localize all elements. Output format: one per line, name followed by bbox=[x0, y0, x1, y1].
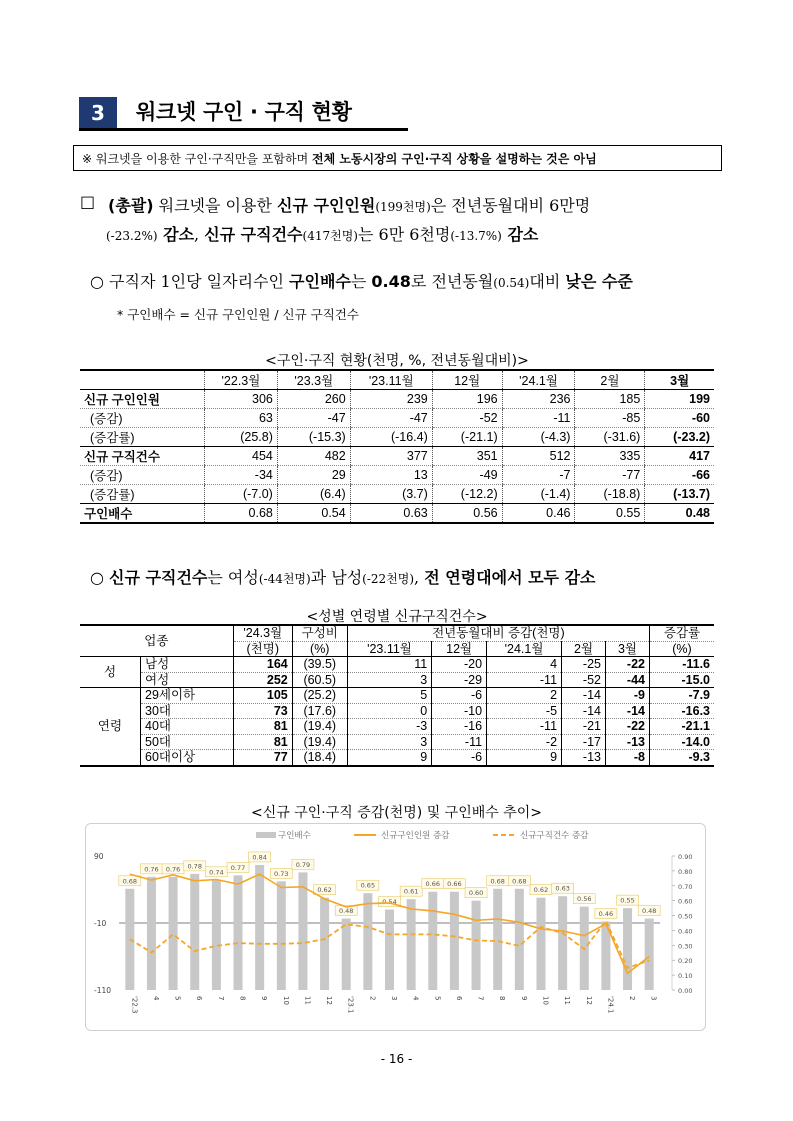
x-tick-label: 9 bbox=[260, 996, 269, 1001]
t2-header-yoy: 전년동월대비 증감(천명) bbox=[347, 625, 649, 641]
x-tick-label: 6 bbox=[454, 996, 463, 1001]
t1-cell: 0.63 bbox=[350, 504, 432, 524]
t1-cell: 199 bbox=[645, 390, 714, 409]
x-tick-label: 3 bbox=[649, 996, 658, 1001]
x-tick-label: 10 bbox=[541, 996, 550, 1005]
text-run: ○ bbox=[90, 568, 110, 587]
data-label: 0.84 bbox=[252, 853, 267, 862]
t2-row-label: 29세이하 bbox=[141, 688, 234, 704]
table-row bbox=[80, 485, 714, 504]
text-run: 신규 구직건수 bbox=[109, 568, 208, 587]
bar bbox=[407, 899, 416, 990]
table-row bbox=[80, 672, 714, 688]
t1-cell: 239 bbox=[350, 390, 432, 409]
t2-cell: (25.2) bbox=[292, 688, 347, 704]
t2-subheader: 3월 bbox=[606, 641, 650, 657]
t2-cell: -15.0 bbox=[650, 672, 715, 688]
text-run: ○ 구직자 1인당 일자리수인 bbox=[90, 272, 290, 291]
x-tick-label: 7 bbox=[216, 996, 225, 1001]
right-axis-tick: 0.10 bbox=[678, 972, 693, 981]
t1-cell: 351 bbox=[432, 447, 502, 466]
text-run: (0.54) bbox=[493, 276, 530, 290]
t2-cell: -3 bbox=[347, 719, 431, 735]
scope-note bbox=[73, 145, 722, 171]
bar bbox=[515, 889, 524, 990]
t1-cell: -85 bbox=[575, 409, 645, 428]
bar bbox=[212, 880, 221, 990]
t1-cell: 260 bbox=[277, 390, 350, 409]
t1-cell: -60 bbox=[645, 409, 714, 428]
text-run: (199천명) bbox=[375, 200, 431, 214]
t1-cell: 13 bbox=[350, 466, 432, 485]
t2-cell: -14 bbox=[562, 688, 606, 704]
table-row bbox=[80, 734, 714, 750]
t1-cell: 0.56 bbox=[432, 504, 502, 524]
text-run: 은 전년동월대비 6만명 bbox=[430, 196, 591, 215]
scope-note-normal: ※ 워크넷을 이용한 구인·구직만을 포함하며 bbox=[82, 152, 313, 166]
t1-header-cell: 2월 bbox=[575, 370, 645, 390]
table-row bbox=[80, 390, 714, 409]
x-tick-label: '23.1 bbox=[346, 996, 355, 1014]
x-tick-label: 12 bbox=[325, 996, 334, 1005]
bar bbox=[298, 872, 307, 990]
t2-cell: -7.9 bbox=[650, 688, 715, 704]
t1-row-label: 신규 구직건수 bbox=[80, 447, 205, 466]
table1-caption: <구인·구직 현황(천명, %, 전년동월대비)> bbox=[265, 353, 529, 369]
data-label: 0.60 bbox=[468, 889, 484, 898]
t2-cell: (60.5) bbox=[292, 672, 347, 688]
legend-label: 신규구인인원 증감 bbox=[381, 831, 450, 841]
bar bbox=[558, 896, 567, 990]
chart-title: <신규 구인·구직 증감(천명) 및 구인배수 추이> bbox=[251, 805, 542, 821]
text-run: 대비 bbox=[529, 272, 566, 291]
t1-cell: 185 bbox=[575, 390, 645, 409]
t1-row-label: 구인배수 bbox=[80, 504, 205, 524]
text-run: 신규 구인인원 bbox=[277, 196, 376, 215]
data-label: 0.68 bbox=[122, 877, 138, 886]
table-row bbox=[80, 719, 714, 735]
legend-label: 신규구직건수 증감 bbox=[520, 831, 589, 841]
text-run: (-44천명) bbox=[258, 572, 311, 586]
t2-cell: 0 bbox=[347, 703, 431, 719]
summary-line-2 bbox=[106, 222, 538, 245]
bar bbox=[450, 892, 459, 990]
bar bbox=[190, 874, 199, 990]
summary-line-1 bbox=[108, 193, 590, 216]
x-tick-label: 4 bbox=[151, 996, 160, 1001]
bar bbox=[320, 898, 329, 990]
data-label: 0.76 bbox=[165, 865, 181, 874]
t1-cell: 377 bbox=[350, 447, 432, 466]
t2-cell: -9 bbox=[606, 688, 650, 704]
t1-cell: -49 bbox=[432, 466, 502, 485]
t2-cell: -5 bbox=[487, 703, 562, 719]
t2-cell: -29 bbox=[432, 672, 487, 688]
text-run: (-13.7%) bbox=[450, 229, 502, 243]
x-tick-label: '24.1 bbox=[606, 996, 615, 1014]
text-run: 워크넷을 이용한 bbox=[153, 196, 277, 215]
data-label: 0.62 bbox=[317, 886, 332, 895]
data-label: 0.55 bbox=[620, 896, 635, 905]
table-row bbox=[80, 504, 714, 524]
t2-cell: 81 bbox=[233, 719, 292, 735]
t2-cell: -8 bbox=[606, 750, 650, 766]
text-run: 0.48 bbox=[371, 272, 411, 291]
x-tick-label: 8 bbox=[498, 996, 507, 1001]
t2-cell: -2 bbox=[487, 734, 562, 750]
scope-note-bold: 전체 노동시장의 구인·구직 상황을 설명하는 것은 아님 bbox=[312, 152, 597, 166]
x-tick-label: 9 bbox=[519, 996, 528, 1001]
data-label: 0.56 bbox=[577, 895, 592, 904]
data-label: 0.66 bbox=[447, 880, 462, 889]
t2-cell: -52 bbox=[562, 672, 606, 688]
t1-cell: -47 bbox=[277, 409, 350, 428]
t2-cell: -10 bbox=[432, 703, 487, 719]
t1-row-label: (증감) bbox=[80, 409, 205, 428]
t1-row-label: (증감) bbox=[80, 466, 205, 485]
x-tick-label: 11 bbox=[303, 996, 312, 1005]
right-axis-tick: 0.50 bbox=[678, 912, 693, 921]
trend-chart bbox=[86, 824, 705, 1030]
section-title: 워크넷 구인 · 구직 현황 bbox=[136, 100, 352, 124]
t2-row-label: 여성 bbox=[141, 672, 234, 688]
text-run: (417천명) bbox=[302, 229, 358, 243]
t2-cell: -11 bbox=[487, 672, 562, 688]
right-axis-tick: 0.30 bbox=[678, 942, 693, 951]
bar bbox=[255, 865, 264, 990]
text-run: , bbox=[194, 225, 205, 244]
t1-cell: (25.8) bbox=[205, 428, 278, 447]
t1-cell: 454 bbox=[205, 447, 278, 466]
t2-cell: -11 bbox=[432, 734, 487, 750]
gender-age-table bbox=[80, 624, 714, 767]
left-axis-tick: -110 bbox=[94, 986, 112, 995]
t2-header-rate-unit: (%) bbox=[650, 641, 715, 657]
table-row bbox=[80, 428, 714, 447]
t1-header-cell bbox=[80, 370, 205, 390]
right-axis-tick: 0.40 bbox=[678, 927, 693, 936]
t2-cell: 4 bbox=[487, 657, 562, 673]
data-label: 0.62 bbox=[533, 886, 549, 895]
bar bbox=[428, 892, 437, 990]
t1-cell: 29 bbox=[277, 466, 350, 485]
ratio-footnote: * 구인배수 = 신규 구인인원 / 신규 구직건수 bbox=[117, 307, 359, 322]
t1-cell: 0.55 bbox=[575, 504, 645, 524]
text-run: 감소 bbox=[157, 225, 195, 244]
t1-cell: 335 bbox=[575, 447, 645, 466]
t2-cell: 105 bbox=[233, 688, 292, 704]
table-row bbox=[80, 750, 714, 766]
t2-cell: 81 bbox=[233, 734, 292, 750]
t1-cell: -52 bbox=[432, 409, 502, 428]
text-run: , bbox=[414, 568, 425, 587]
t2-cell: -11 bbox=[487, 719, 562, 735]
gender-age-paragraph bbox=[90, 565, 596, 588]
text-run: 감소 bbox=[501, 225, 539, 244]
t1-cell: (-21.1) bbox=[432, 428, 502, 447]
t2-row-label: 남성 bbox=[141, 657, 234, 673]
t2-subheader: 12월 bbox=[432, 641, 487, 657]
bar bbox=[623, 908, 632, 990]
table-row bbox=[80, 466, 714, 485]
t2-cell: -14 bbox=[606, 703, 650, 719]
data-label: 0.77 bbox=[230, 863, 246, 872]
text-run: 구인배수 bbox=[289, 272, 351, 291]
t1-row-label: (증감률) bbox=[80, 485, 205, 504]
legend-swatch bbox=[256, 832, 276, 838]
t1-cell: (-7.0) bbox=[205, 485, 278, 504]
t2-row-label: 60대이상 bbox=[141, 750, 234, 766]
data-label: 0.76 bbox=[144, 865, 159, 874]
t1-header-cell: 3월 bbox=[645, 370, 714, 390]
t1-row-label: 신규 구인인원 bbox=[80, 390, 205, 409]
t2-cell: -13 bbox=[606, 734, 650, 750]
text-run: 과 남성 bbox=[310, 568, 363, 587]
t2-cell: -11.6 bbox=[650, 657, 715, 673]
x-tick-label: 2 bbox=[368, 996, 377, 1001]
t2-row-label: 30대 bbox=[141, 703, 234, 719]
text-run: (-22천명) bbox=[362, 572, 415, 586]
x-tick-label: 5 bbox=[433, 996, 442, 1001]
x-tick-label: 4 bbox=[411, 996, 420, 1001]
t2-cell: -44 bbox=[606, 672, 650, 688]
t2-header-rate: 증감률 bbox=[650, 625, 715, 641]
t2-cell: -22 bbox=[606, 719, 650, 735]
bar bbox=[536, 898, 545, 990]
x-tick-label: 5 bbox=[173, 996, 182, 1001]
t2-cell: 11 bbox=[347, 657, 431, 673]
bar bbox=[385, 910, 394, 990]
t1-cell: 306 bbox=[205, 390, 278, 409]
bar bbox=[493, 889, 502, 990]
t1-cell: (-18.8) bbox=[575, 485, 645, 504]
bar bbox=[169, 877, 178, 990]
left-axis-tick: -10 bbox=[94, 919, 107, 928]
data-label: 0.73 bbox=[274, 869, 289, 878]
t1-cell: (-1.4) bbox=[502, 485, 575, 504]
right-axis-tick: 0.00 bbox=[678, 987, 693, 995]
t2-cell: (39.5) bbox=[292, 657, 347, 673]
t1-cell: (3.7) bbox=[350, 485, 432, 504]
text-run: 전 연령대에서 모두 감소 bbox=[424, 568, 596, 587]
chart-frame bbox=[85, 823, 706, 1031]
t2-cell: (17.6) bbox=[292, 703, 347, 719]
t1-header-cell: '23.11월 bbox=[350, 370, 432, 390]
data-label: 0.68 bbox=[490, 877, 505, 886]
t2-cell: (19.4) bbox=[292, 734, 347, 750]
data-label: 0.63 bbox=[555, 884, 570, 893]
t1-cell: 0.46 bbox=[502, 504, 575, 524]
bar bbox=[147, 877, 156, 990]
text-run: 는 6만 6천명 bbox=[357, 225, 451, 244]
t2-header-share: 구성비 bbox=[292, 625, 347, 641]
t2-cell: -25 bbox=[562, 657, 606, 673]
t1-cell: (-31.6) bbox=[575, 428, 645, 447]
t1-cell: 196 bbox=[432, 390, 502, 409]
text-run: 신규 구직건수 bbox=[204, 225, 303, 244]
t2-row-label: 40대 bbox=[141, 719, 234, 735]
t2-subheader: 2월 bbox=[562, 641, 606, 657]
left-axis-tick: 90 bbox=[94, 852, 104, 861]
x-tick-label: 7 bbox=[476, 996, 485, 1001]
table-row bbox=[80, 688, 714, 704]
t2-cell: (18.4) bbox=[292, 750, 347, 766]
right-axis-tick: 0.70 bbox=[678, 882, 693, 891]
recruit-status-table bbox=[80, 369, 714, 524]
right-axis-tick: 0.90 bbox=[678, 853, 693, 861]
t1-cell: 63 bbox=[205, 409, 278, 428]
bar bbox=[234, 875, 243, 990]
text-run: 는 bbox=[350, 272, 372, 291]
data-label: 0.46 bbox=[598, 910, 614, 919]
t2-subheader: '23.11월 bbox=[347, 641, 431, 657]
t2-cell: -13 bbox=[562, 750, 606, 766]
t1-cell: -11 bbox=[502, 409, 575, 428]
t1-cell: (-4.3) bbox=[502, 428, 575, 447]
t1-cell: 0.48 bbox=[645, 504, 714, 524]
t2-cell: 3 bbox=[347, 672, 431, 688]
section-number: 3 bbox=[79, 97, 117, 130]
t1-cell: (-15.3) bbox=[277, 428, 350, 447]
t2-cell: -20 bbox=[432, 657, 487, 673]
t1-cell: 512 bbox=[502, 447, 575, 466]
ratio-paragraph bbox=[90, 269, 633, 292]
t2-cell: -22 bbox=[606, 657, 650, 673]
t2-cell: -16.3 bbox=[650, 703, 715, 719]
text-run: (-23.2%) bbox=[106, 229, 158, 243]
bar bbox=[472, 901, 481, 990]
x-tick-label: 3 bbox=[390, 996, 398, 1001]
bar bbox=[342, 919, 351, 990]
t2-cell: -6 bbox=[432, 688, 487, 704]
summary-box-symbol: □ bbox=[80, 192, 96, 211]
table-row bbox=[80, 409, 714, 428]
data-label: 0.48 bbox=[338, 907, 354, 916]
t2-cell: 3 bbox=[347, 734, 431, 750]
t2-subheader: '24.1월 bbox=[487, 641, 562, 657]
right-axis-tick: 0.80 bbox=[678, 867, 693, 876]
data-label: 0.65 bbox=[360, 881, 376, 890]
t1-cell: 417 bbox=[645, 447, 714, 466]
t2-cell: -21.1 bbox=[650, 719, 715, 735]
page-number: - 16 - bbox=[380, 1052, 413, 1066]
t2-cell: -14.0 bbox=[650, 734, 715, 750]
text-run: 로 전년동월 bbox=[410, 272, 494, 291]
t1-cell: (-23.2) bbox=[645, 428, 714, 447]
t2-row-label: 50대 bbox=[141, 734, 234, 750]
t1-cell: -77 bbox=[575, 466, 645, 485]
t2-cell: -14 bbox=[562, 703, 606, 719]
t2-header-share-unit: (%) bbox=[292, 641, 347, 657]
t2-cell: 2 bbox=[487, 688, 562, 704]
data-label: 0.79 bbox=[295, 860, 311, 869]
t1-header-cell: '22.3월 bbox=[205, 370, 278, 390]
t1-header-cell: 12월 bbox=[432, 370, 502, 390]
t2-cell: 9 bbox=[487, 750, 562, 766]
t2-cell: 252 bbox=[233, 672, 292, 688]
t2-cell: 9 bbox=[347, 750, 431, 766]
bar bbox=[645, 919, 654, 990]
section-underline bbox=[79, 128, 408, 131]
t2-cell: (19.4) bbox=[292, 719, 347, 735]
table-row bbox=[80, 703, 714, 719]
t2-cell: 77 bbox=[233, 750, 292, 766]
x-tick-label: 6 bbox=[195, 996, 204, 1001]
t1-cell: 482 bbox=[277, 447, 350, 466]
bar bbox=[277, 881, 286, 990]
table-row bbox=[80, 447, 714, 466]
right-axis-tick: 0.60 bbox=[678, 897, 693, 906]
t2-cell: -16 bbox=[432, 719, 487, 735]
right-axis-tick: 0.20 bbox=[678, 957, 693, 966]
text-run: 낮은 수준 bbox=[565, 272, 633, 291]
t2-header-2403: '24.3월 bbox=[233, 625, 292, 641]
t1-cell: (-12.2) bbox=[432, 485, 502, 504]
data-label: 0.74 bbox=[209, 868, 224, 877]
t1-cell: 236 bbox=[502, 390, 575, 409]
t2-header-2403-unit: (천명) bbox=[233, 641, 292, 657]
data-label: 0.54 bbox=[382, 898, 397, 907]
t1-cell: -66 bbox=[645, 466, 714, 485]
x-tick-label: 11 bbox=[563, 996, 572, 1005]
table2-caption: <성별 연령별 신규구직건수> bbox=[306, 609, 488, 625]
x-tick-label: '22.3 bbox=[130, 996, 139, 1014]
t2-header-industry: 업종 bbox=[80, 625, 233, 657]
t2-group-label: 성 bbox=[80, 657, 141, 688]
x-tick-label: 2 bbox=[628, 996, 637, 1001]
t2-cell: -21 bbox=[562, 719, 606, 735]
x-tick-label: 10 bbox=[281, 996, 290, 1005]
legend-label: 구인배수 bbox=[278, 831, 311, 841]
t1-cell: 0.54 bbox=[277, 504, 350, 524]
data-label: 0.48 bbox=[641, 907, 657, 916]
x-tick-label: 8 bbox=[238, 996, 247, 1001]
t1-cell: -7 bbox=[502, 466, 575, 485]
t1-cell: (-16.4) bbox=[350, 428, 432, 447]
data-label: 0.68 bbox=[512, 877, 527, 886]
text-run: 는 여성 bbox=[207, 568, 259, 587]
t2-cell: 5 bbox=[347, 688, 431, 704]
t1-row-label: (증감률) bbox=[80, 428, 205, 447]
t2-cell: 164 bbox=[233, 657, 292, 673]
t2-cell: -6 bbox=[432, 750, 487, 766]
t2-cell: 73 bbox=[233, 703, 292, 719]
data-label: 0.66 bbox=[425, 880, 441, 889]
data-label: 0.61 bbox=[403, 887, 419, 896]
t1-cell: (-13.7) bbox=[645, 485, 714, 504]
t1-cell: -47 bbox=[350, 409, 432, 428]
table-row bbox=[80, 657, 714, 673]
t1-cell: (6.4) bbox=[277, 485, 350, 504]
data-label: 0.78 bbox=[187, 862, 202, 871]
t1-header-cell: '24.1월 bbox=[502, 370, 575, 390]
t1-cell: 0.68 bbox=[205, 504, 278, 524]
text-run: (총괄) bbox=[108, 196, 154, 215]
t2-cell: -17 bbox=[562, 734, 606, 750]
t1-header-cell: '23.3월 bbox=[277, 370, 350, 390]
t1-cell: -34 bbox=[205, 466, 278, 485]
t2-group-label: 연령 bbox=[80, 688, 141, 766]
x-tick-label: 12 bbox=[584, 996, 593, 1005]
t2-cell: -9.3 bbox=[650, 750, 715, 766]
bar bbox=[363, 893, 372, 990]
